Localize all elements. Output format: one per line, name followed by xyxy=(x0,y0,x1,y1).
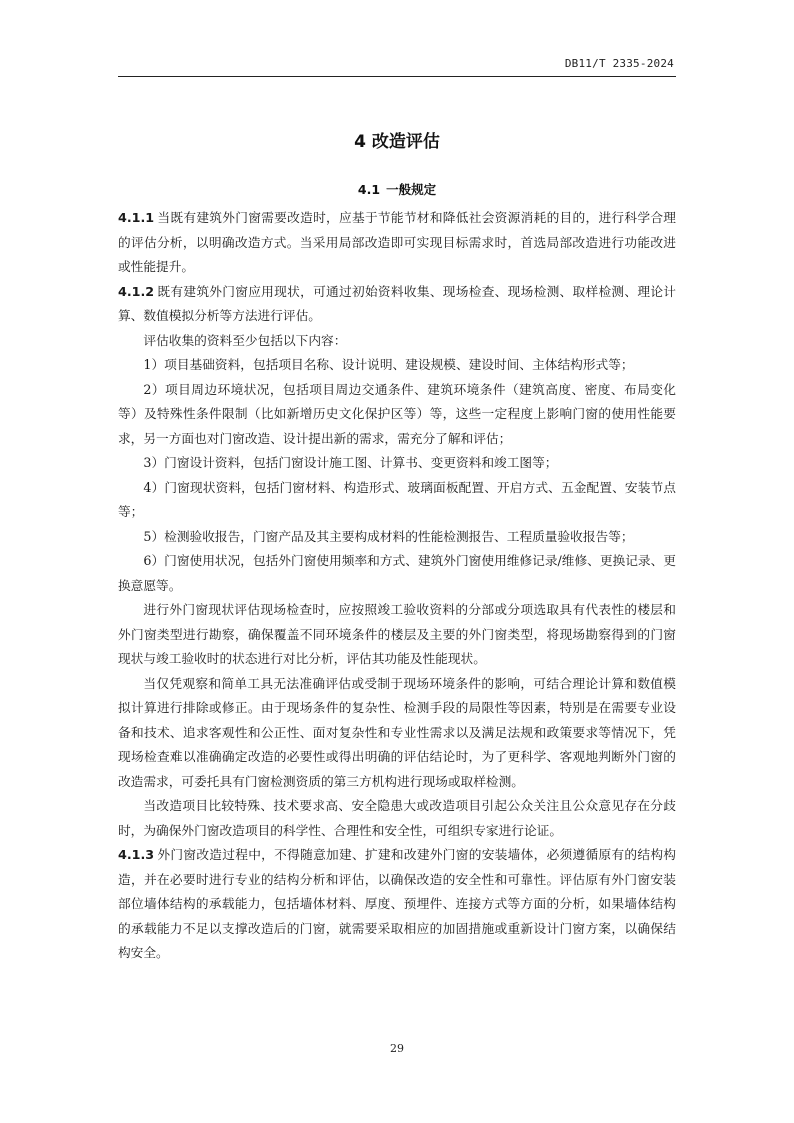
clause-4-1-3 xyxy=(118,843,676,966)
list-intro: 评估收集的资料至少包括以下内容： xyxy=(143,332,347,348)
section-title xyxy=(0,180,794,198)
section-number: 4.1 xyxy=(357,182,381,197)
clause-text: 当既有建筑外门窗需要改造时，应基于节能节材和降低社会资源消耗的目的，进行科学合理的评估分析，以明确改造方式。当采用局部改造即可实现目标需求时，首选局部改造进行功能改进或性能提升。 xyxy=(118,210,676,274)
clause-4-1-2 xyxy=(118,280,676,329)
paragraph: 进行外门窗现状评估现场检查时，应按照竣工验收资料的分部或分项选取具有代表性的楼层和外门窗类型进行勘察，确保覆盖不同环境条件的楼层及主要的外门窗类型，将现场勘察得到的门窗现状与竣工验收时的状态进行对比分析，评估其功能及性能现状。 xyxy=(118,602,676,666)
list-item: 6）门窗使用状况，包括外门窗使用频率和方式、建筑外门窗使用维修记录/维修、更换记录、更换意愿等。 xyxy=(118,553,676,593)
section-heading: 一般规定 xyxy=(386,182,437,197)
paragraph: 当仅凭观察和简单工具无法准确评估或受制于现场环境条件的影响，可结合理论计算和数值模拟计算进行排除或修正。由于现场条件的复杂性、检测手段的局限性等因素，特别是在需要专业设备和技术、追求客观性和公正性、面对复杂性和专业性需求以及满足法规和政策要求等情况下，凭现场检查难以准确确定改造的必要性或得出明确的评估结论时，为了更科学、客观地判断外门窗的改造需求，可委托具有门窗检测资质的第三方机构进行现场或取样检测。 xyxy=(118,675,676,789)
list-item: 5）检测验收报告，门窗产品及其主要构成材料的性能检测报告、工程质量验收报告等； xyxy=(143,528,634,544)
clause-number: 4.1.1 xyxy=(118,210,155,225)
header-divider xyxy=(118,76,676,77)
clause-number: 4.1.3 xyxy=(118,847,155,862)
list-item: 4）门窗现状资料，包括门窗材料、构造形式、玻璃面板配置、开启方式、五金配置、安装节点等； xyxy=(118,479,676,519)
body-text xyxy=(118,206,676,966)
chapter-title: 4 改造评估 xyxy=(354,132,440,152)
page-number: 29 xyxy=(390,1042,404,1055)
clause-4-1-1 xyxy=(118,206,676,280)
list-item: 2）项目周边环境状况，包括项目周边交通条件、建筑环境条件（建筑高度、密度、布局变化等）及特殊性条件限制（比如新增历史文化保护区等）等，这些一定程度上影响门窗的使用性能要求，另一方面也对门窗改造、设计提出新的需求，需充分了解和评估； xyxy=(118,381,676,446)
clause-text: 外门窗改造过程中，不得随意加建、扩建和改建外门窗的安装墙体，必须遵循原有的结构构造，并在必要时进行专业的结构分析和评估，以确保改造的安全性和可靠性。评估原有外门窗安装部位墙体结构的承载能力，包括墙体材料、厚度、预埋件、连接方式等方面的分析，如果墙体结构的承载能力不足以支撑改造后的门窗，就需要采取相应的加固措施或重新设计门窗方案，以确保结构安全。 xyxy=(118,847,676,960)
clause-text: 既有建筑外门窗应用现状，可通过初始资料收集、现场检查、现场检测、取样检测、理论计算、数值模拟分析等方法进行评估。 xyxy=(118,283,676,323)
paragraph: 当改造项目比较特殊、技术要求高、安全隐患大或改造项目引起公众关注且公众意见存在分歧时，为确保外门窗改造项目的科学性、合理性和安全性，可组织专家进行论证。 xyxy=(118,798,676,838)
list-item: 1）项目基础资料，包括项目名称、设计说明、建设规模、建设时间、主体结构形式等； xyxy=(143,357,634,372)
document-code: DB11/T 2335-2024 xyxy=(564,57,674,70)
clause-number: 4.1.2 xyxy=(118,283,155,299)
list-item: 3）门窗设计资料，包括门窗设计施工图、计算书、变更资料和竣工图等； xyxy=(143,455,558,470)
